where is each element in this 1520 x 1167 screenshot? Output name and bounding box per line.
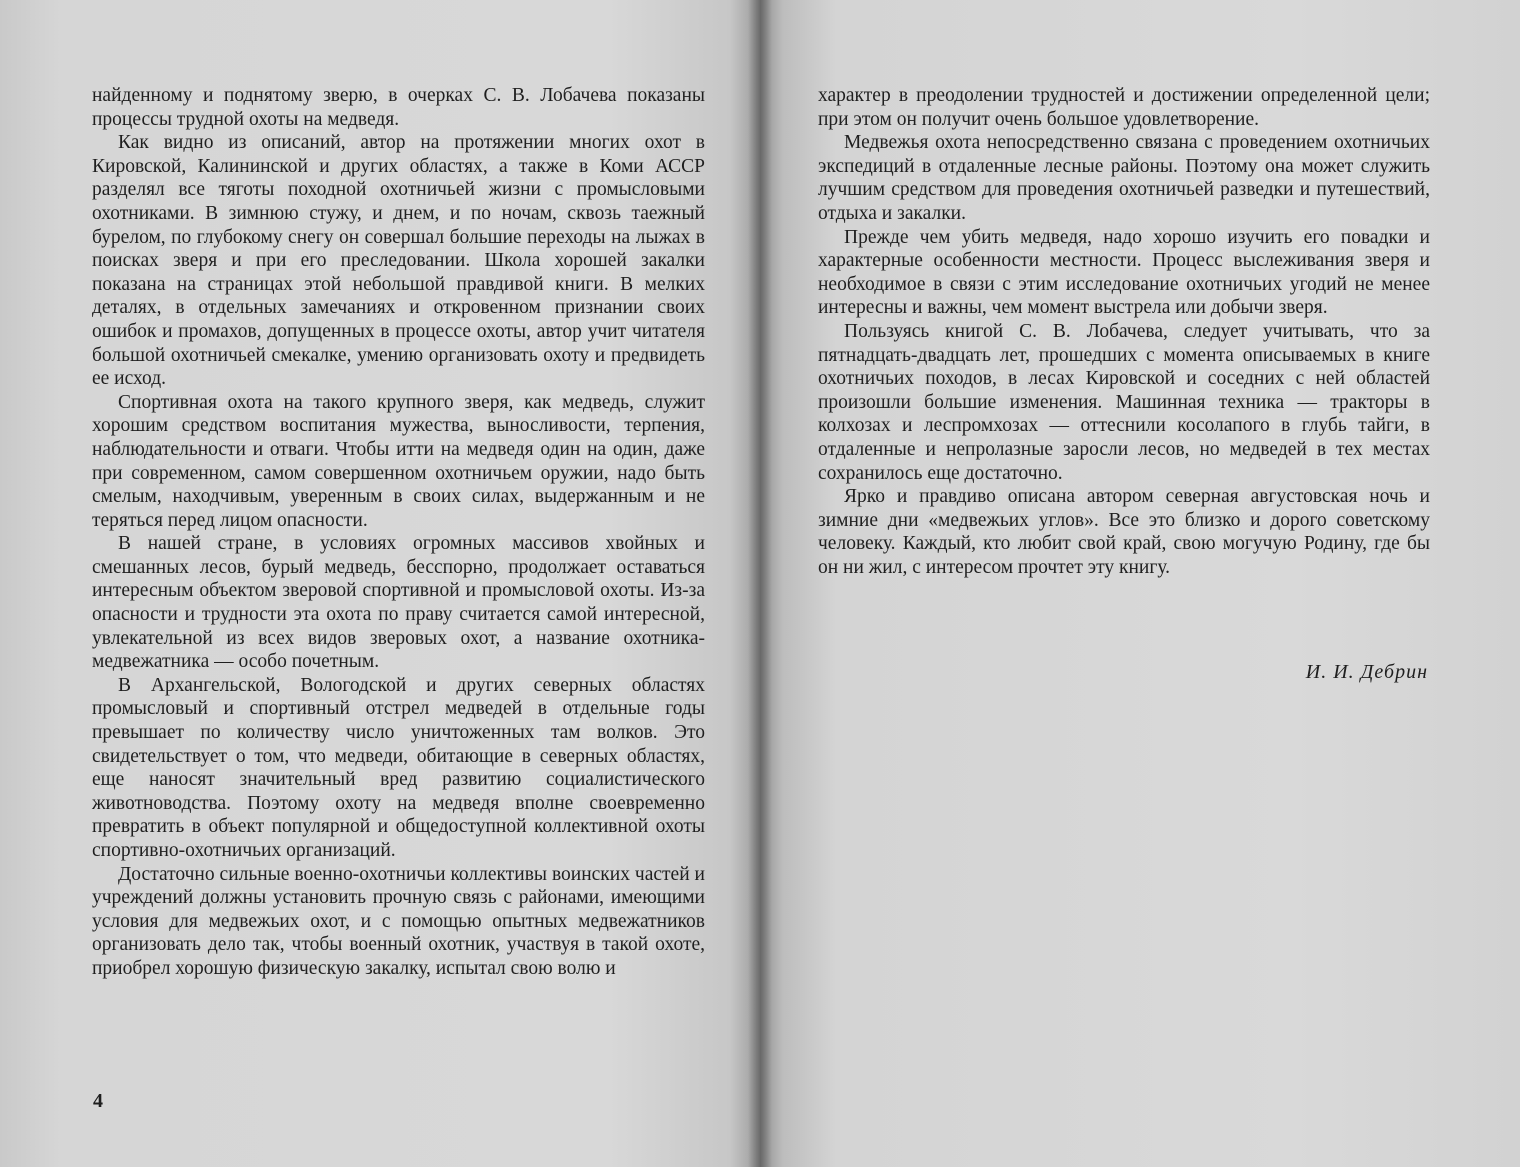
left-page-text [92,84,705,981]
right-page [760,0,1520,1167]
paragraph: Прежде чем убить медведя, надо хорошо изучить его повадки и характерные особенности местности. Процесс выслеживания зверя и необходимое в связи с этим исследование охотничьих угодий не менее интересны и важны, чем момент выстрела или добычи зверя. [818,226,1430,319]
page-number: 4 [93,1090,103,1112]
paragraph: Как видно из описаний, автор на протяжении многих охот в Кировской, Калининской и других областях, а также в Коми АССР разделял все тяготы походной охотничьей жизни с промысловыми охотниками. В зимнюю стужу, и днем, и по ночам, сквозь таежный бурелом, по глубокому снегу он совершал большие переходы на лыжах в поисках зверя и при его преследовании. Школа хорошей закалки показана на страницах этой небольшой правдивой книги. В мелких деталях, в отдельных замечаниях и откровенном признании своих ошибок и промахов, допущенных в процессе охоты, автор учит читателя большой охотничьей смекалке, умению организовать охоту и предвидеть ее исход. [92,132,705,390]
paragraph: В нашей стране, в условиях огромных массивов хвойных и смешанных лесов, бурый медведь, бесспорно, продолжает оставаться интересным объектом зверовой спортивной и промысловой охоты. Из-за опасности и трудности эта охота по праву считается самой интересной, увлекательной из всех видов зверовых охот, а название охотника-медвежатника — особо почетным. [92,533,705,673]
paragraph: В Архангельской, Вологодской и других северных областях промысловый и спортивный отстрел медведей в отдельные годы превышает по количеству число уничтоженных там волков. Это свидетельствует о том, что медведи, обитающие в северных областях, еще наносят значительный вред развитию социалистического животноводства. Поэтому охоту на медведя вполне своевременно превратить в объект популярной и общедоступной коллективной охоты спортивно-охотничьих организаций. [92,674,705,861]
paragraph: найденному и поднятому зверю, в очерках С. В. Лобачева показаны процессы трудной охоты на медведя. [92,85,705,130]
paragraph: Медвежья охота непосредственно связана с проведением охотничьих экспедиций в отдаленные лесные районы. Поэтому она может служить лучшим средством для проведения охотничьей разведки и путешествий, отдыха и закалки. [818,132,1430,224]
paragraph: Ярко и правдиво описана автором северная августовская ночь и зимние дни «медвежьих углов». Все это близко и дорого советскому человеку. Каждый, кто любит свой край, свою могучую Родину, где бы он ни жил, с интересом прочтет эту книгу. [818,486,1430,578]
paragraph: характер в преодолении трудностей и достижении определенной цели; при этом он получит очень большое удовлетворение. [818,85,1430,130]
book-gutter [748,0,772,1167]
author-signature: И. И. Дебрин [1305,661,1428,683]
paragraph: Спортивная охота на такого крупного зверя, как медведь, служит хорошим средством воспитания мужества, выносливости, терпения, наблюдательности и отваги. Чтобы итти на медведя один на один, даже при современном, самом совершенном охотничьем оружии, надо быть смелым, находчивым, уверенным в своих силах, выдержанным и не теряться перед лицом опасности. [92,391,705,531]
paragraph: Пользуясь книгой С. В. Лобачева, следует учитывать, что за пятнадцать-двадцать лет, прошедших с момента описываемых в книге охотничьих походов, в лесах Кировской и соседних с ней областей произошли большие изменения. Машинная техника — тракторы в колхозах и леспромхозах — оттеснили косолапого в глубь тайги, в отдаленные и непролазные заросли лесов, но медведей в тех местах сохранилось еще достаточно. [818,320,1430,484]
paragraph: Достаточно сильные военно-охотничьи коллективы воинских частей и учреждений должны установить прочную связь с районами, имеющими условия для медвежьих охот, и с помощью опытных медвежатников организовать дело так, чтобы военный охотник, участвуя в такой охоте, приобрел хорошую физическую закалку, испытал свою волю и [92,863,705,979]
right-page-text [818,84,1430,579]
